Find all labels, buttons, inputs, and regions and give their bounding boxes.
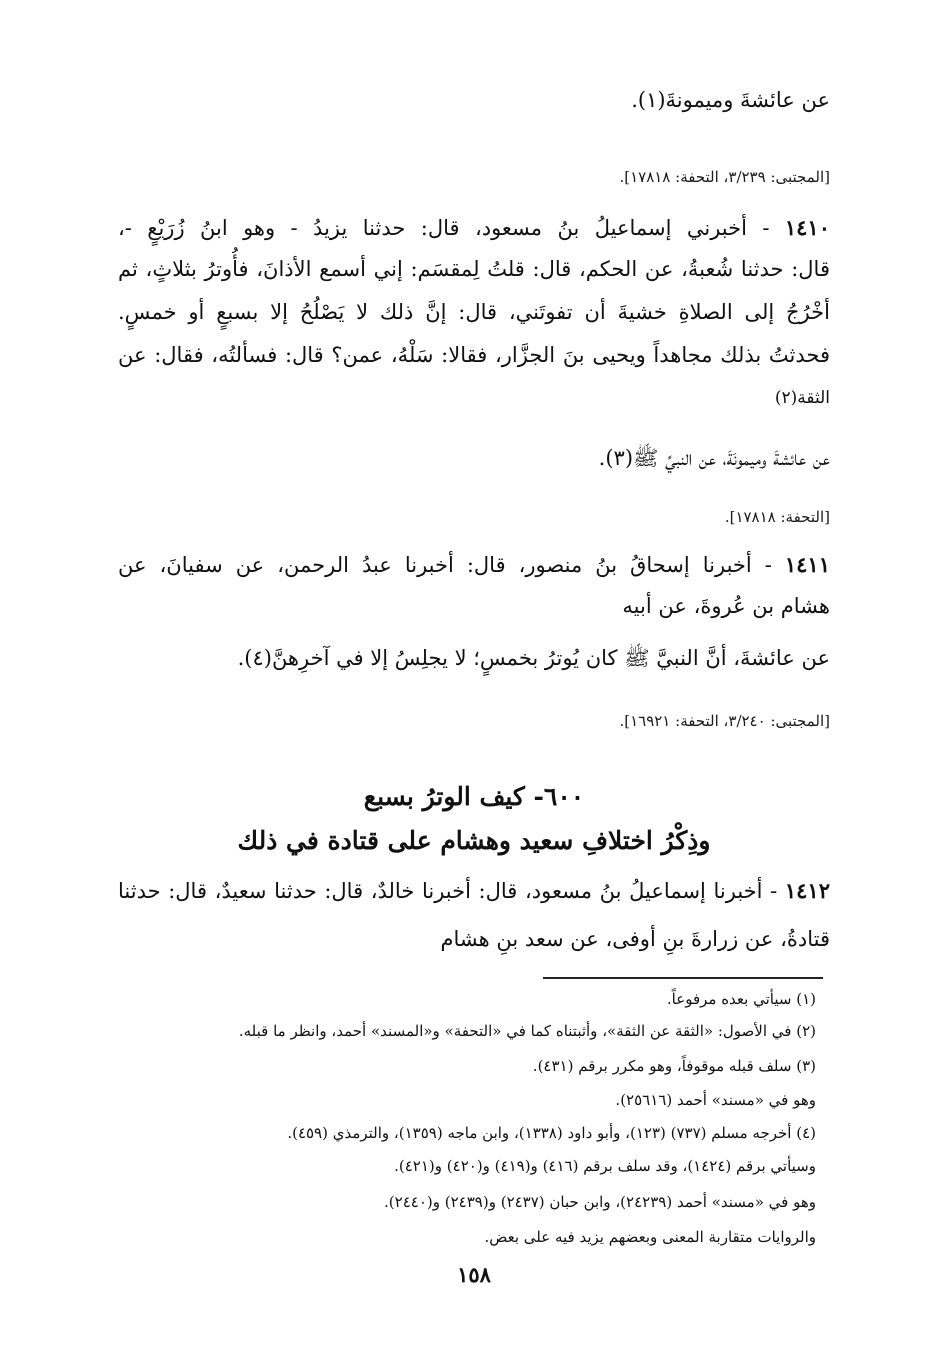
text-line: - أخبرني إسماعيلُ بنُ مسعود، قال: حدثنا يزيدُ - وهو ابنُ زُرَيْعٍ -، — [118, 216, 770, 240]
reference-bracket: [المجتبى: ٣/٢٣٩، التحفة: ١٧٨١٨]. — [619, 168, 830, 186]
text-line: قال: حدثنا شُعبةُ، عن الحكم، قال: قلتُ لِمقسَم: إني أسمع الأذانَ، فأُوترُ بثلاثٍ، ثم — [118, 257, 830, 281]
page-number: ١٥٨ — [457, 1262, 491, 1287]
hadith-1411-line-1 — [118, 552, 830, 577]
chapter-title: ٦٠٠- كيف الوترُ بسبع — [363, 782, 585, 811]
text-line: عن عائشةَ، أنَّ النبيَّ ﷺ كان يُوترُ بخمسٍ؛ لا يجلِسُ إلا في آخرِهنَّ(٤). — [237, 646, 830, 670]
footnote: (٢) في الأصول: «الثقة عن الثقة»، وأثبتناه كما في «التحفة» و«المسند» أحمد، وانظر ما قبله. — [238, 1022, 816, 1040]
footnote: (١) سيأتي بعده مرفوعاً. — [666, 990, 816, 1008]
text-line: أخْرُجُ إلى الصلاةِ خشيةَ أن تفوتَني، قال: إنَّ ذلك لا يَصْلُحُ إلا بسبعٍ أو خمسٍ. — [118, 300, 830, 324]
text-line: عن عائشةَ وميمونةَ(١). — [631, 88, 830, 112]
text-line: عن عائشةَ وميمونَةَ، عن النبيِّ ﷺ(٣). — [598, 446, 830, 470]
chapter-subtitle: وذِكْرُ اختلافِ سعيد وهشام على قتادة في ذلك — [237, 826, 711, 855]
hadith-number: ١٤١٢ — [784, 878, 830, 903]
hadith-1412-line-1 — [118, 878, 830, 903]
reference-bracket: [التحفة: ١٧٨١٨]. — [724, 508, 830, 526]
text-line: فحدثتُ بذلك مجاهداً ويحيى بنَ الجزَّار، فقالا: سَلْهُ، عمن؟ قال: فسألتُه، فقال: عن — [118, 343, 830, 367]
text-line: قتادةُ، عن زرارةَ بنِ أوفى، عن سعد بنِ هشام — [440, 927, 830, 951]
text-line: الثقة(٢) — [774, 388, 830, 408]
text-line: هشام بن عُروةَ، عن أبيه — [622, 594, 830, 618]
hadith-1410-line-1 — [118, 215, 830, 240]
reference-bracket: [المجتبى: ٣/٢٤٠، التحفة: ١٦٩٢١]. — [619, 712, 830, 730]
footnote: والروايات متقاربة المعنى وبعضهم يزيد فيه على بعض. — [484, 1228, 816, 1246]
text-line: - أخبرنا إسحاقُ بنُ منصور، قال: أخبرنا عبدُ الرحمن، عن سفيانَ، عن — [118, 553, 772, 577]
footnote: (٣) سلف قبله موقوفاً، وهو مكرر برقم (٤٣١). — [532, 1057, 816, 1075]
footnote: وهو في «مسند» أحمد (٢٥٦١٦). — [615, 1091, 816, 1109]
text-line: - أخبرنا إسماعيلُ بنُ مسعود، قال: أخبرنا خالدٌ، قال: حدثنا سعيدٌ، قال: حدثنا — [118, 879, 778, 903]
hadith-number: ١٤١٠ — [784, 215, 830, 240]
footnote: وهو في «مسند» أحمد (٢٤٢٣٩)، وابن حبان (٢٤٣٧) و(٢٤٣٩) و(٢٤٤٠). — [384, 1193, 816, 1211]
footnote-divider — [543, 977, 823, 979]
footnote: (٤) أخرجه مسلم (٧٣٧) (١٢٣)، وأبو داود (١٣٣٨)، وابن ماجه (١٣٥٩)، والترمذي (٤٥٩). — [287, 1124, 816, 1142]
hadith-number: ١٤١١ — [784, 552, 830, 577]
footnote: وسيأتي برقم (١٤٢٤)، وقد سلف برقم (٤١٦) و(٤١٩) و(٤٢٠) و(٤٢١). — [394, 1157, 816, 1175]
